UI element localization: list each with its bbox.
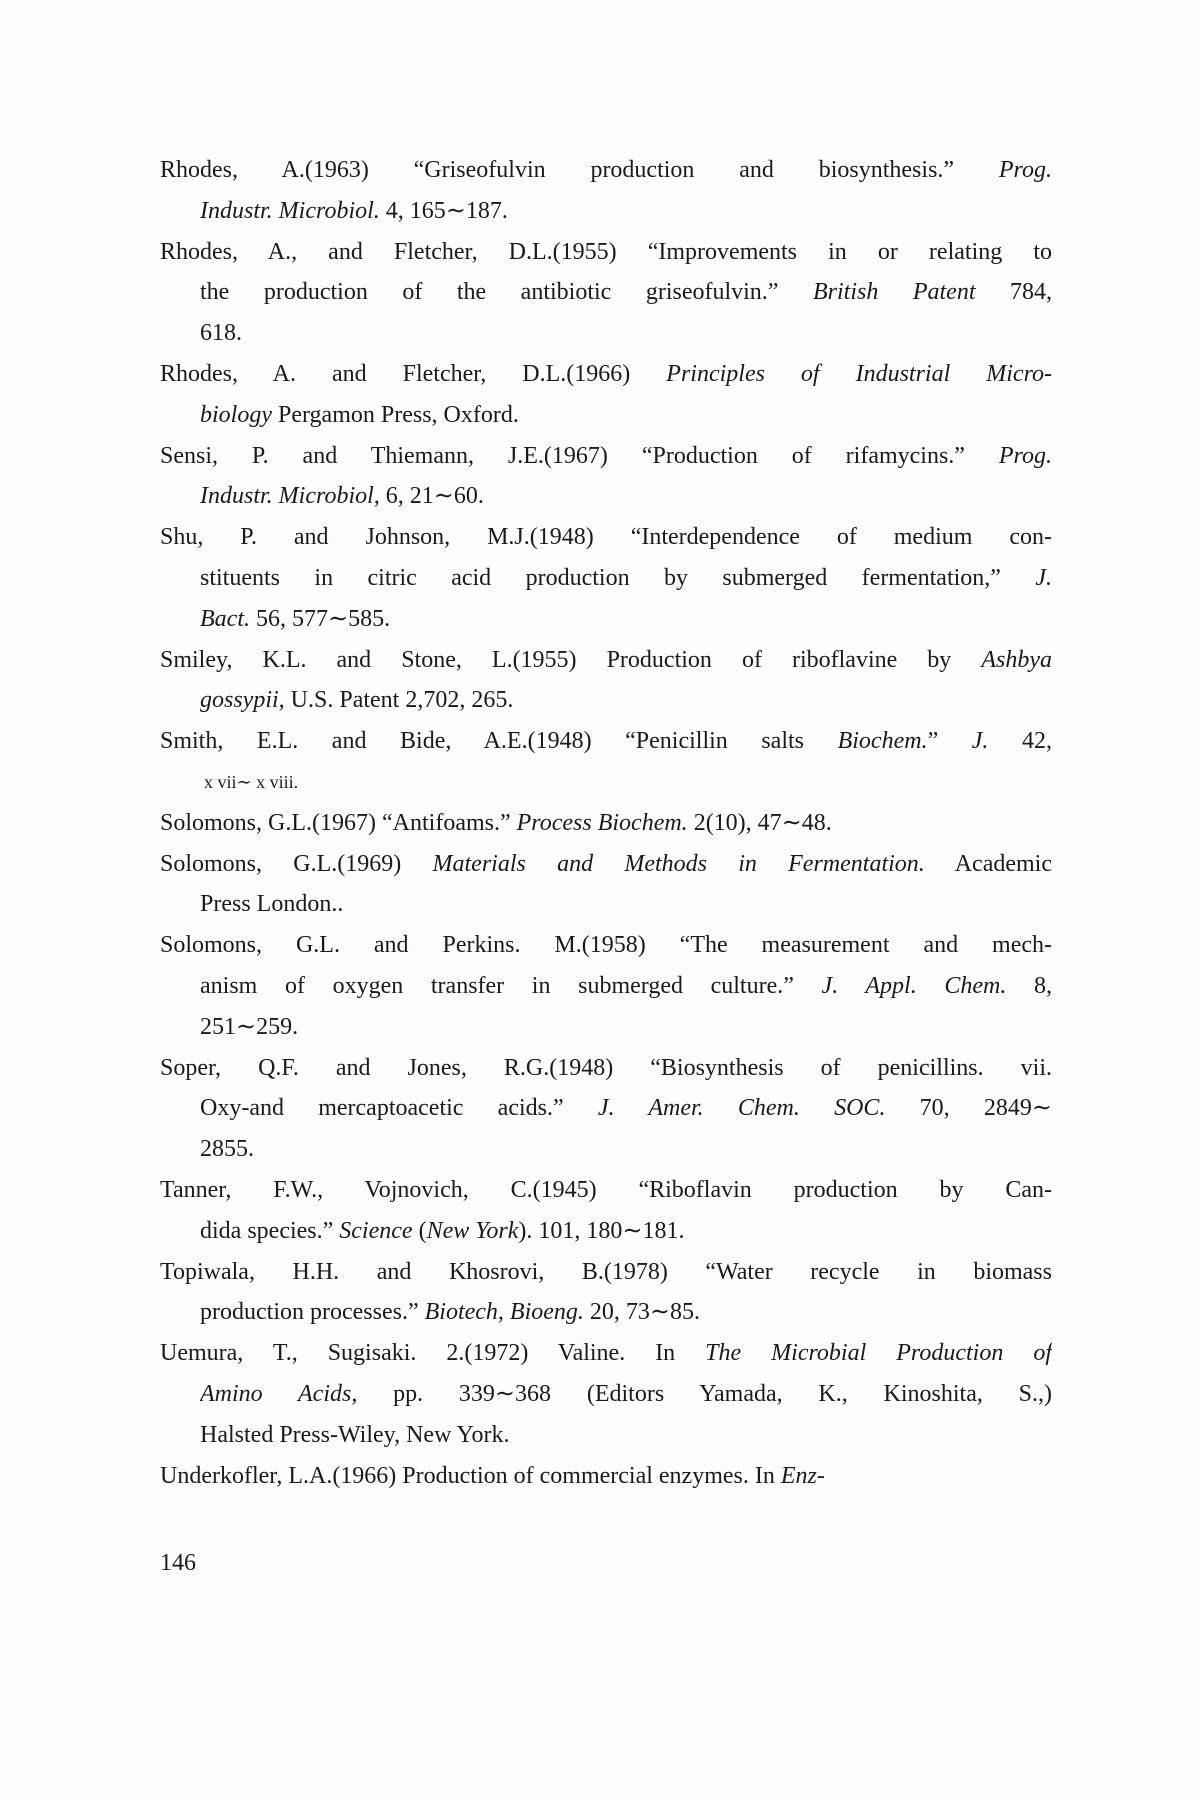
reference-line: [200, 1374, 1052, 1415]
text: Soper, Q.F. and Jones, R.G.(1948) “Biosynthesis of penicillins. vii.: [160, 1054, 1052, 1081]
text: Tanner, F.W., Vojnovich, C.(1945) “Riboflavin production by Can-: [160, 1176, 1052, 1203]
page-number: 146: [160, 1550, 196, 1576]
italic-text: J. Amer. Chem. SOC.: [597, 1095, 886, 1122]
reference-entry: [160, 803, 1052, 844]
text: anism of oxygen transfer in submerged culture.”: [200, 972, 822, 999]
text: the production of the antibiotic griseofulvin.”: [200, 279, 813, 306]
italic-text: Prog.: [998, 442, 1052, 469]
text: stituents in citric acid production by submerged fermentation,”: [200, 564, 1036, 591]
text: 2(10), 47∼48.: [687, 809, 832, 836]
reference-line: [200, 476, 1052, 517]
text: Academic: [924, 850, 1052, 877]
text: Topiwala, H.H. and Khosrovi, B.(1978) “Water recycle in biomass: [160, 1258, 1052, 1285]
text: production processes.”: [200, 1299, 425, 1326]
text: U.S. Patent 2,702, 265.: [284, 687, 514, 714]
text: Solomons, G.L. and Perkins. M.(1958) “The measurement and mech-: [160, 932, 1052, 959]
text: Rhodes, A.(1963) “Griseofulvin production and biosynthesis.”: [160, 157, 999, 183]
italic-text: Industr. Microbiol,: [200, 483, 380, 510]
text: x vii∼ x viii.: [204, 771, 299, 792]
reference-entry: [160, 844, 1052, 926]
reference-line: [200, 1129, 1052, 1170]
reference-line: [204, 762, 1052, 803]
italic-text: Principles of Industrial Micro-: [666, 360, 1052, 387]
text: Underkofler, L.A.(1966) Production of commercial enzymes. In: [160, 1462, 781, 1489]
text: Shu, P. and Johnson, M.J.(1948) “Interdependence of medium con-: [160, 524, 1052, 551]
text: Rhodes, A. and Fletcher, D.L.(1966): [160, 360, 667, 387]
reference-entry: [160, 925, 1052, 1047]
reference-line: [160, 232, 1052, 273]
reference-line: [200, 599, 1052, 640]
italic-text: British Patent: [812, 279, 976, 306]
text: 618.: [200, 320, 242, 347]
text: 70, 2849∼: [885, 1095, 1052, 1122]
italic-text: Biotech, Bioeng.: [424, 1299, 584, 1326]
text: Oxy-and mercaptoacetic acids.”: [200, 1095, 598, 1122]
italic-text: Industr. Microbiol.: [200, 197, 380, 224]
reference-line: [160, 1048, 1052, 1089]
text: 4, 165∼187.: [379, 197, 508, 224]
italic-text: Materials and Methods in Fermentation.: [432, 850, 925, 877]
reference-entry: [160, 1048, 1052, 1170]
text: 6, 21∼60.: [379, 483, 484, 510]
text: Smith, E.L. and Bide, A.E.(1948) “Penicillin salts: [160, 728, 838, 755]
reference-line: [200, 884, 1052, 925]
text: 8,: [1006, 972, 1052, 999]
text: Solomons, G.L.(1969): [160, 850, 433, 877]
text: (: [412, 1217, 427, 1244]
text: Sensi, P. and Thiemann, J.E.(1967) “Production of rifamycins.”: [160, 442, 999, 469]
reference-line: [160, 150, 1052, 191]
reference-entry: [160, 436, 1052, 518]
text: Pergamon Press, Oxford.: [272, 401, 519, 428]
text: ). 101, 180∼181.: [518, 1217, 685, 1244]
text: 784,: [975, 279, 1052, 306]
reference-line: [160, 1170, 1052, 1211]
text: 2855.: [200, 1136, 254, 1163]
text: 42,: [988, 728, 1052, 755]
reference-entry: [160, 640, 1052, 722]
reference-line: [200, 395, 1052, 436]
italic-text: J. Appl. Chem.: [821, 972, 1007, 999]
italic-text: J.: [1035, 564, 1052, 591]
text: 20, 73∼85.: [583, 1299, 700, 1326]
text: Halsted Press-Wiley, New York.: [200, 1421, 510, 1448]
reference-list: [160, 150, 1052, 1496]
reference-entry: [160, 1456, 1052, 1497]
reference-entry: [160, 232, 1052, 354]
reference-line: [160, 354, 1052, 395]
text: Uemura, T., Sugisaki. 2.(1972) Valine. In: [160, 1340, 706, 1367]
italic-text: Enz-: [780, 1462, 825, 1489]
text: 251∼259.: [200, 1013, 299, 1040]
italic-text: The Microbial Production of: [705, 1340, 1052, 1367]
reference-line: [200, 1211, 1052, 1252]
reference-entry: [160, 721, 1052, 803]
reference-line: [160, 925, 1052, 966]
reference-line: [160, 844, 1052, 885]
text: Press London..: [200, 891, 344, 918]
text: Smiley, K.L. and Stone, L.(1955) Production of riboflavine by: [160, 646, 982, 673]
italic-text: New York: [426, 1217, 519, 1244]
reference-entry: [160, 150, 1052, 232]
italic-text: gossypii,: [200, 687, 285, 714]
italic-text: J.: [971, 728, 989, 755]
reference-line: [160, 1333, 1052, 1374]
text: dida species.”: [200, 1217, 340, 1244]
reference-line: [200, 680, 1052, 721]
reference-line: [200, 558, 1052, 599]
italic-text: Amino Acids,: [200, 1380, 358, 1407]
reference-entry: [160, 354, 1052, 436]
reference-line: [200, 272, 1052, 313]
reference-line: [200, 1292, 1052, 1333]
text: pp. 339∼368 (Editors Yamada, K., Kinoshita, S.,): [357, 1380, 1052, 1407]
reference-line: [160, 640, 1052, 681]
reference-line: [200, 313, 1052, 354]
reference-line: [200, 191, 1052, 232]
italic-text: Prog.: [998, 157, 1052, 183]
reference-line: [200, 1007, 1052, 1048]
italic-text: biology: [200, 401, 272, 428]
reference-line: [160, 517, 1052, 558]
reference-entry: [160, 1170, 1052, 1252]
reference-entry: [160, 517, 1052, 639]
italic-text: Science: [339, 1217, 413, 1244]
text: Rhodes, A., and Fletcher, D.L.(1955) “Improvements in or relating to: [160, 238, 1052, 265]
italic-text: Process Biochem.: [516, 809, 688, 836]
reference-line: [160, 1456, 1052, 1497]
reference-line: [160, 803, 1052, 844]
reference-line: [160, 436, 1052, 477]
reference-line: [200, 1415, 1052, 1456]
reference-entry: [160, 1333, 1052, 1455]
italic-text: Bact.: [200, 605, 250, 632]
italic-text: Biochem.: [837, 728, 928, 755]
reference-line: [200, 1088, 1052, 1129]
reference-line: [200, 966, 1052, 1007]
text: 56, 577∼585.: [249, 605, 391, 632]
text: Solomons, G.L.(1967) “Antifoams.”: [160, 809, 517, 836]
italic-text: Ashbya: [981, 646, 1052, 673]
reference-line: [160, 721, 1052, 762]
reference-line: [160, 1252, 1052, 1293]
text: ”: [927, 728, 972, 755]
reference-entry: [160, 1252, 1052, 1334]
